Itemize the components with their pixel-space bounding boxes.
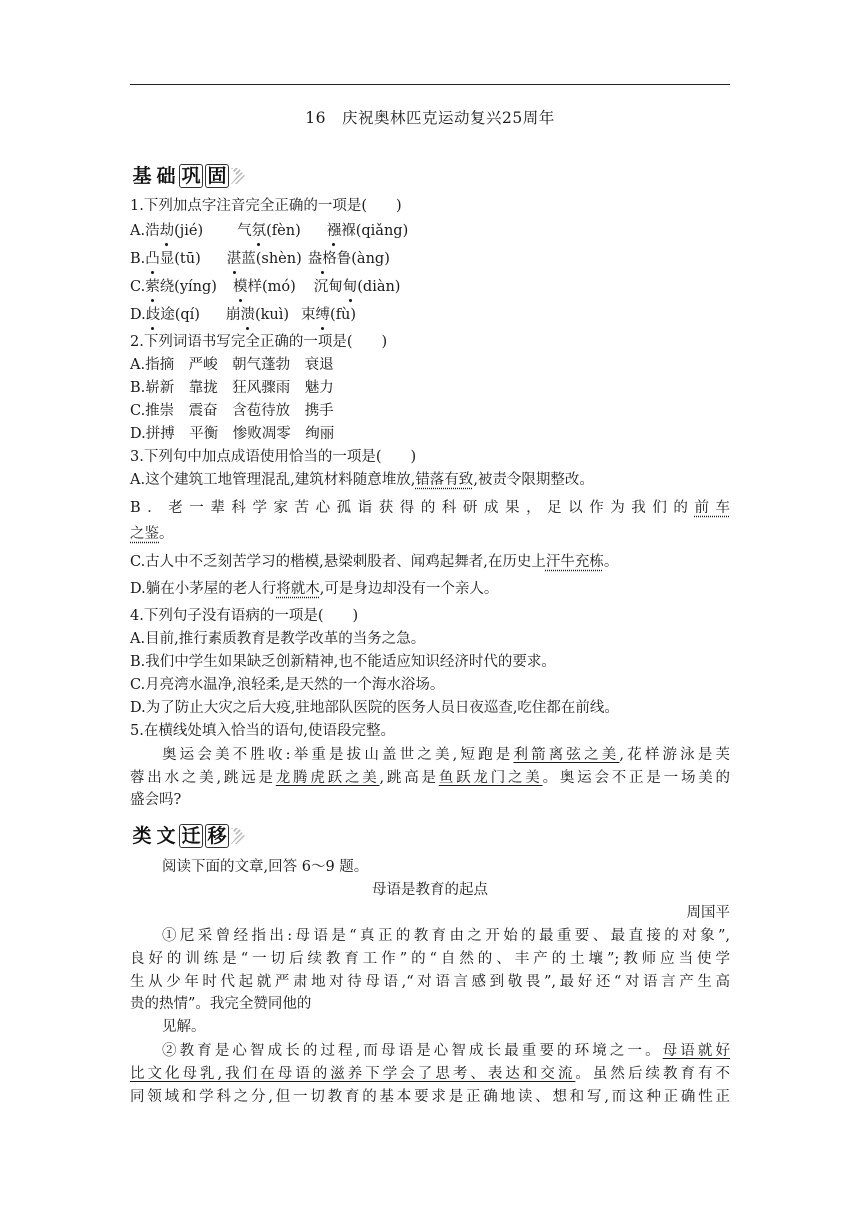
q2-option-b: B.崭新 靠拢 狂风骤雨 魅力 — [130, 380, 334, 396]
dotted-char: 湛 — [227, 248, 242, 270]
dotted-idiom: 汗牛充栋 — [545, 554, 604, 570]
dotted-idiom: 错落有致 — [415, 472, 474, 488]
banner-char-boxed: 巩 — [179, 164, 203, 188]
dotted-idiom: 将就木 — [276, 581, 320, 597]
p1-line1: ①尼采曾经指出:母语是“真正的教育由之开始的最重要、最直接的对象”, — [162, 928, 730, 944]
article-author: 周国平 — [686, 905, 730, 921]
q4-option-d: D.为了防止大灾之后大疫,驻地部队医院的医务人员日夜巡查,吃住都在前线。 — [130, 700, 619, 716]
underlined-sentence: 母语就好 — [662, 1043, 731, 1059]
q4-option-a: A.目前,推行素质教育是教学改革的当务之急。 — [130, 631, 426, 647]
underlined-phrase: 鱼跃龙门之美 — [438, 770, 543, 786]
dotted-char: 甸 — [343, 276, 358, 298]
page-title — [130, 106, 730, 128]
q1-option-c: C.萦绕(yíng) 模样(mó) 沉甸甸(diàn) — [130, 276, 400, 298]
q5-stem: 5.在横线处填入恰当的语句,使语段完整。 — [130, 723, 395, 739]
underlined-phrase: 龙腾虎跃之美 — [275, 770, 380, 786]
q4-option-c: C.月亮湾水温净,浪轻柔,是天然的一个海水浴场。 — [130, 677, 445, 693]
q5-line1: 奥运会美不胜收:举重是拔山盖世之美,短跑是利箭离弦之美,花样游泳是芙 — [162, 747, 731, 763]
dotted-char: 溃 — [240, 304, 255, 326]
q2-stem: 2.下列词语书写完全正确的一项是( ) — [130, 334, 388, 350]
dotted-char: 萦 — [145, 276, 160, 298]
q2-option-c: C.推崇 震奋 含苞待放 携手 — [130, 403, 334, 419]
q2-option-a: A.指摘 严峻 朝气蓬勃 衰退 — [130, 357, 334, 373]
dotted-idiom: 前车 — [694, 500, 731, 516]
dotted-char: 缚 — [316, 304, 331, 326]
p2-line2: 比文化母乳,我们在母语的滋养下学会了思考、表达和交流。虽然后续教育有不 — [130, 1066, 730, 1082]
banner-char-boxed: 移 — [205, 824, 229, 848]
underlined-phrase: 利箭离弦之美 — [513, 747, 620, 763]
dotted-idiom: 之鉴 — [130, 526, 159, 542]
section-banner-transfer — [130, 823, 245, 849]
q3-option-b-line1: B．老一辈科学家苦心孤诣获得的科研成果，足以作为我们的前车 — [130, 500, 731, 516]
q3-option-d: D.躺在小茅屋的老人行将就木,可是身边却没有一个亲人。 — [130, 581, 499, 597]
q1-option-a: A.浩劫(jié) 气氛(fèn) 襁褓(qiǎng) — [130, 220, 408, 242]
reading-intro: 阅读下面的文章,回答 6～9 题。 — [162, 859, 369, 875]
p1-line2: 良好的训练是“一切后续教育工作”的“自然的、丰产的土壤”;教师应当使学 — [130, 951, 730, 967]
banner-char: 基 — [132, 165, 152, 187]
lesson-number: 16 — [305, 109, 326, 127]
dotted-char: 盎格 — [308, 248, 337, 270]
section-banner-basics — [130, 163, 245, 189]
article-title: 母语是教育的起点 — [372, 882, 488, 898]
lesson-title: 庆祝奥林匹克运动复兴25周年 — [342, 109, 555, 127]
p1-line5: 见解。 — [162, 1019, 206, 1035]
q5-line3: 盛会吗? — [130, 792, 182, 808]
banner-arrows-icon — [231, 828, 245, 844]
dotted-char: 氛 — [252, 220, 267, 242]
dotted-char: 劫 — [160, 220, 175, 242]
dotted-char: 歧 — [146, 304, 161, 326]
banner-char-boxed: 迁 — [179, 824, 203, 848]
q3-option-b-line2: 之鉴。 — [130, 526, 174, 542]
q3-option-c: C.古人中不乏刻苦学习的楷模,悬梁刺股者、闻鸡起舞者,在历史上汗牛充栋。 — [130, 554, 619, 570]
q1-stem: 1.下列加点字注音完全正确的一项是( ) — [130, 198, 402, 214]
banner-char-boxed: 固 — [205, 164, 229, 188]
q4-stem: 4.下列句子没有语病的一项是( ) — [130, 608, 359, 624]
q3-option-a: A.这个建筑工地管理混乱,建筑材料随意堆放,错落有致,被责令限期整改。 — [130, 472, 594, 488]
q2-option-d: D.拼搏 平衡 惨败凋零 绚丽 — [130, 426, 335, 442]
banner-char: 文 — [156, 825, 176, 847]
banner-char: 础 — [156, 165, 176, 187]
dotted-char: 襁 — [327, 220, 342, 242]
p2-line3: 同领域和学科之分,但一切教育的基本要求是正确地读、想和写,而这种正确性正 — [130, 1089, 730, 1105]
banner-char: 类 — [132, 825, 152, 847]
q4-option-b: B.我们中学生如果缺乏创新精神,也不能适应知识经济时代的要求。 — [130, 654, 556, 670]
banner-arrows-icon — [231, 168, 245, 184]
q3-stem: 3.下列句中加点成语使用恰当的一项是( ) — [130, 449, 417, 465]
q1-option-b: B.凸显(tū) 湛蓝(shèn) 盎格鲁(àng) — [130, 248, 390, 270]
p1-line3: 生从少年时代起就严肃地对待母语,“对语言感到敬畏”,最好还“对语言产生高 — [130, 974, 730, 990]
dotted-char: 凸 — [145, 248, 160, 270]
q5-line2: 蓉出水之美,跳远是龙腾虎跃之美,跳高是鱼跃龙门之美。奥运会不正是一场美的 — [130, 770, 731, 786]
q1-option-d: D.歧途(qí) 崩溃(kuì) 束缚(fù) — [130, 304, 356, 326]
underlined-sentence: 比文化母乳,我们在母语的滋养下学会了思考、表达和交流 — [130, 1066, 576, 1082]
p1-line4: 贵的热情”。我完全赞同他的 — [130, 996, 312, 1012]
header-rule — [130, 84, 730, 85]
dotted-char: 模 — [233, 276, 248, 298]
p2-line1: ②教育是心智成长的过程,而母语是心智成长最重要的环境之一。母语就好 — [162, 1043, 731, 1059]
